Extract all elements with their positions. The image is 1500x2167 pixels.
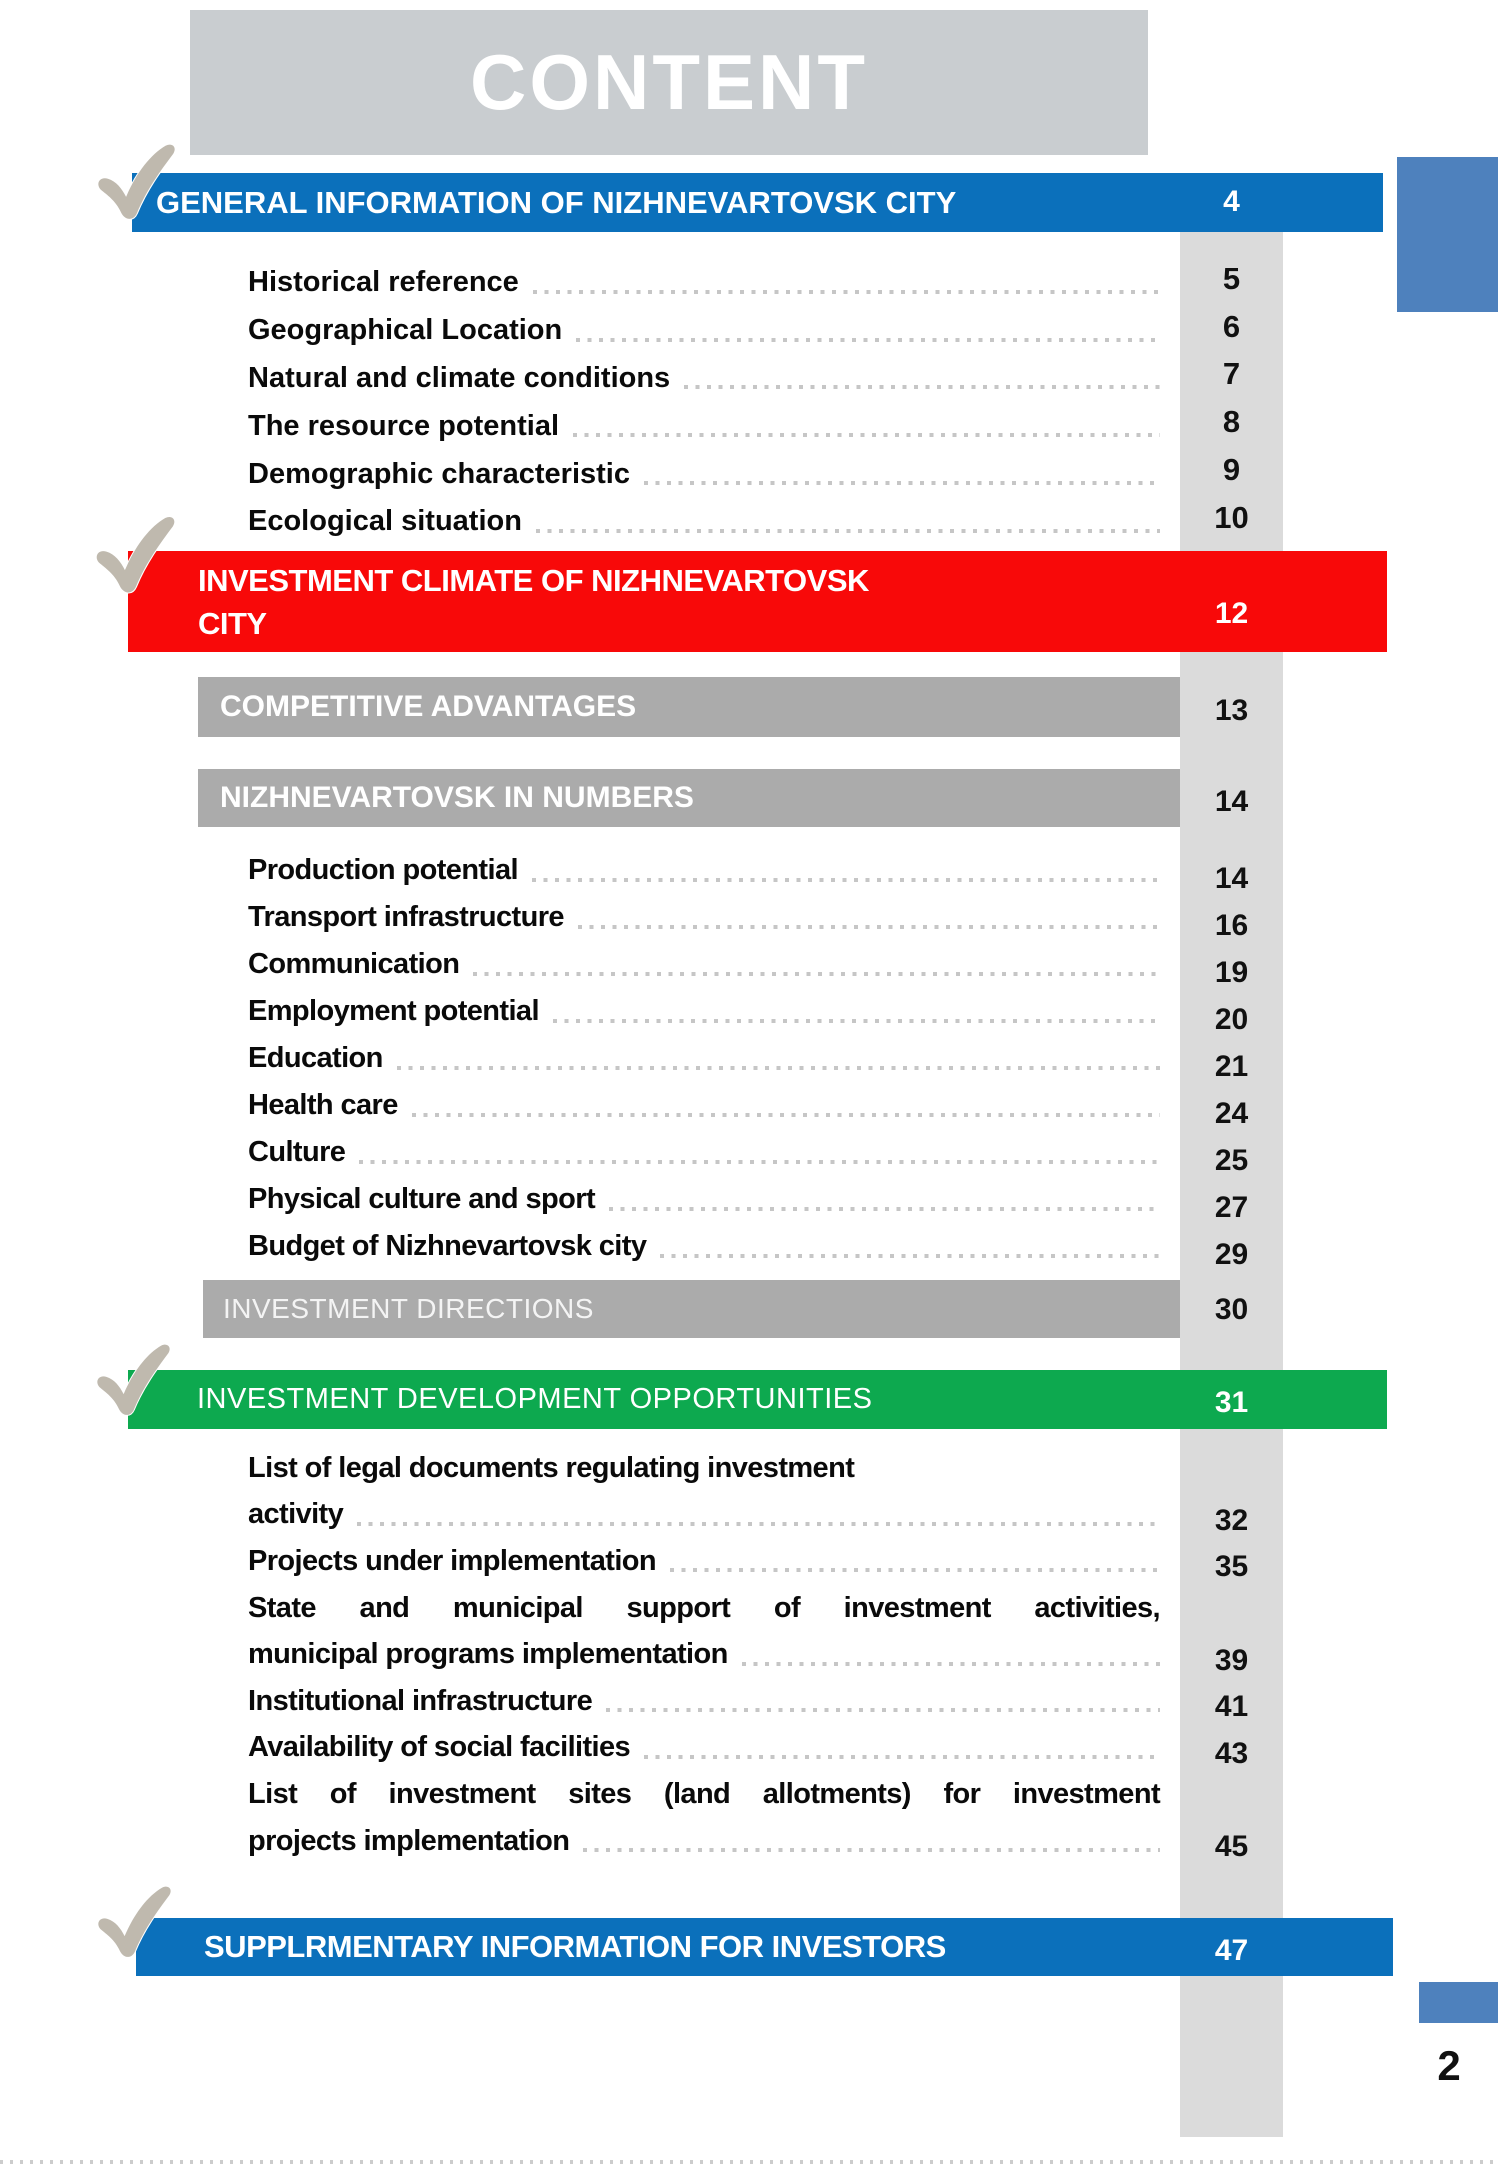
toc-item-label: Natural and climate conditions bbox=[248, 361, 671, 394]
toc-item-page-number: 43 bbox=[1214, 1736, 1249, 1770]
toc-item-page-number: 20 bbox=[1214, 1002, 1249, 1036]
toc-item-label: Transport infrastructure bbox=[248, 901, 564, 933]
dotted-leader bbox=[606, 1708, 1160, 1712]
dotted-leader bbox=[473, 972, 1160, 976]
toc-item[interactable] bbox=[248, 1725, 1283, 1772]
toc-item-label: Health care bbox=[248, 1089, 398, 1121]
toc-item[interactable] bbox=[248, 498, 1283, 546]
toc-item-label: Ecological situation bbox=[248, 505, 522, 538]
toc-item-page-number: 32 bbox=[1214, 1503, 1249, 1537]
toc-item-label: Budget of Nizhnevartovsk city bbox=[248, 1230, 647, 1262]
toc-item[interactable] bbox=[248, 402, 1283, 450]
dotted-leader bbox=[644, 481, 1160, 485]
toc-item-label: Education bbox=[248, 1042, 383, 1074]
section-page-number: 47 bbox=[1214, 1934, 1249, 1967]
toc-item-label: Production potential bbox=[248, 854, 518, 886]
section-page-number: 31 bbox=[1214, 1386, 1249, 1419]
section-investment-directions[interactable] bbox=[203, 1280, 1180, 1338]
dotted-leader bbox=[660, 1254, 1160, 1258]
toc-item[interactable] bbox=[248, 450, 1283, 498]
section-label-line1: INVESTMENT CLIMATE OF NIZHNEVARTOVSK bbox=[198, 562, 869, 598]
dotted-leader bbox=[578, 925, 1160, 929]
dotted-leader bbox=[609, 1207, 1160, 1211]
toc-item[interactable] bbox=[248, 1492, 1283, 1539]
dotted-leader bbox=[533, 290, 1160, 294]
toc-item[interactable] bbox=[248, 1082, 1283, 1129]
toc-group-opportunities bbox=[248, 1445, 1283, 1864]
toc-item-page-number: 9 bbox=[1222, 452, 1241, 488]
toc-item-label: Availability of social facilities bbox=[248, 1731, 631, 1764]
dotted-leader bbox=[397, 1066, 1160, 1070]
toc-item-label: projects implementation bbox=[248, 1824, 570, 1857]
toc-item-label: Historical reference bbox=[248, 266, 519, 299]
toc-item[interactable] bbox=[248, 988, 1283, 1035]
toc-item-page-number: 19 bbox=[1214, 955, 1249, 989]
checkmark-icon bbox=[94, 144, 178, 220]
toc-item[interactable] bbox=[248, 355, 1283, 403]
decorative-blue-square-bottom bbox=[1419, 1982, 1498, 2023]
section-label: COMPETITIVE ADVANTAGES bbox=[220, 690, 637, 723]
toc-item-label: Physical culture and sport bbox=[248, 1183, 595, 1215]
section-label: GENERAL INFORMATION OF NIZHNEVARTOVSK CITY bbox=[156, 184, 957, 220]
toc-item[interactable] bbox=[248, 1818, 1283, 1865]
section-page-number: 12 bbox=[1214, 597, 1249, 630]
section-label: NIZHNEVARTOVSK IN NUMBERS bbox=[220, 781, 694, 814]
checkmark-icon bbox=[94, 1886, 174, 1958]
toc-item[interactable] bbox=[248, 847, 1283, 894]
page-title-box bbox=[190, 10, 1148, 155]
decorative-blue-square-top bbox=[1397, 157, 1498, 312]
toc-item-page-number: 29 bbox=[1214, 1237, 1249, 1271]
section-page-number: 30 bbox=[1214, 1293, 1249, 1326]
toc-item-label: The resource potential bbox=[248, 409, 560, 442]
toc-item-label: Geographical Location bbox=[248, 314, 563, 347]
toc-item-page-number: 41 bbox=[1214, 1690, 1249, 1724]
toc-item[interactable] bbox=[248, 259, 1283, 307]
section-competitive-advantages[interactable] bbox=[198, 677, 1180, 737]
section-label: INVESTMENT DEVELOPMENT OPPORTUNITIES bbox=[197, 1383, 873, 1415]
toc-item-label: municipal programs implementation bbox=[248, 1638, 728, 1671]
toc-item-page-number: 39 bbox=[1214, 1643, 1249, 1677]
toc-item-page-number: 45 bbox=[1214, 1830, 1249, 1864]
section-label-line2: CITY bbox=[198, 605, 267, 641]
toc-item-page-number: 25 bbox=[1214, 1143, 1249, 1177]
dotted-leader bbox=[536, 529, 1160, 533]
toc-item-page-number: 24 bbox=[1214, 1096, 1249, 1130]
dotted-leader bbox=[573, 433, 1160, 437]
toc-item[interactable] bbox=[248, 1585, 1283, 1632]
checkmark-icon bbox=[92, 1344, 174, 1416]
toc-item-label: List of investment sites (land allotments) for investment bbox=[248, 1777, 1160, 1810]
toc-item-label: List of legal documents regulating investment bbox=[248, 1451, 855, 1484]
toc-item-page-number: 16 bbox=[1214, 908, 1249, 942]
toc-item-label: Culture bbox=[248, 1136, 346, 1168]
toc-item-page-number: 35 bbox=[1214, 1550, 1249, 1584]
toc-item-page-number: 27 bbox=[1214, 1190, 1249, 1224]
toc-item-page-number: 21 bbox=[1214, 1049, 1249, 1083]
dotted-leader bbox=[357, 1522, 1160, 1526]
toc-item[interactable] bbox=[248, 1538, 1283, 1585]
toc-group-general bbox=[248, 259, 1283, 546]
toc-item[interactable] bbox=[248, 1035, 1283, 1082]
toc-item-label: State and municipal support of investment activities, bbox=[248, 1591, 1160, 1624]
checkmark-icon bbox=[93, 516, 177, 594]
dotted-leader bbox=[644, 1755, 1160, 1759]
section-page-number: 4 bbox=[1223, 185, 1240, 218]
dotted-leader bbox=[553, 1019, 1160, 1023]
page-title: CONTENT bbox=[470, 38, 868, 126]
dotted-leader bbox=[670, 1568, 1160, 1572]
section-label: INVESTMENT DIRECTIONS bbox=[223, 1293, 594, 1324]
toc-item[interactable] bbox=[248, 1176, 1283, 1223]
section-label: SUPPLRMENTARY INFORMATION FOR INVESTORS bbox=[204, 1929, 946, 1964]
toc-item-label: Projects under implementation bbox=[248, 1544, 657, 1577]
toc-item-label: activity bbox=[248, 1498, 344, 1531]
dotted-leader bbox=[684, 385, 1160, 389]
toc-item[interactable] bbox=[248, 1223, 1283, 1270]
toc-item[interactable] bbox=[248, 941, 1283, 988]
dotted-leader bbox=[742, 1662, 1160, 1666]
toc-item-page-number: 6 bbox=[1222, 308, 1241, 344]
dotted-leader bbox=[576, 338, 1160, 342]
toc-item-label: Communication bbox=[248, 948, 460, 980]
section-page-number: 13 bbox=[1214, 694, 1249, 727]
section-nizhnevartovsk-in-numbers[interactable] bbox=[198, 769, 1180, 827]
toc-item-page-number: 7 bbox=[1222, 356, 1241, 392]
toc-item-label: Demographic characteristic bbox=[248, 457, 630, 490]
toc-item[interactable] bbox=[248, 1445, 1283, 1492]
toc-item[interactable] bbox=[248, 1678, 1283, 1725]
toc-item-page-number: 5 bbox=[1222, 260, 1241, 296]
page-edge-dotted-line bbox=[0, 2160, 1500, 2164]
toc-item-page-number: 10 bbox=[1214, 499, 1249, 535]
dotted-leader bbox=[532, 878, 1160, 882]
dotted-leader bbox=[412, 1113, 1160, 1117]
toc-item[interactable] bbox=[248, 894, 1283, 941]
toc-item-page-number: 8 bbox=[1222, 404, 1241, 440]
toc-item[interactable] bbox=[248, 307, 1283, 355]
toc-item[interactable] bbox=[248, 1631, 1283, 1678]
toc-item-page-number: 14 bbox=[1214, 861, 1249, 895]
toc-item[interactable] bbox=[248, 1129, 1283, 1176]
toc-item-label: Institutional infrastructure bbox=[248, 1684, 593, 1717]
folio-page-number: 2 bbox=[1437, 2042, 1461, 2089]
dotted-leader bbox=[583, 1848, 1160, 1852]
toc-item-label: Employment potential bbox=[248, 995, 539, 1027]
toc-item[interactable] bbox=[248, 1771, 1283, 1818]
dotted-leader bbox=[359, 1160, 1160, 1164]
toc-group-numbers bbox=[248, 847, 1283, 1270]
section-page-number: 14 bbox=[1214, 785, 1249, 818]
